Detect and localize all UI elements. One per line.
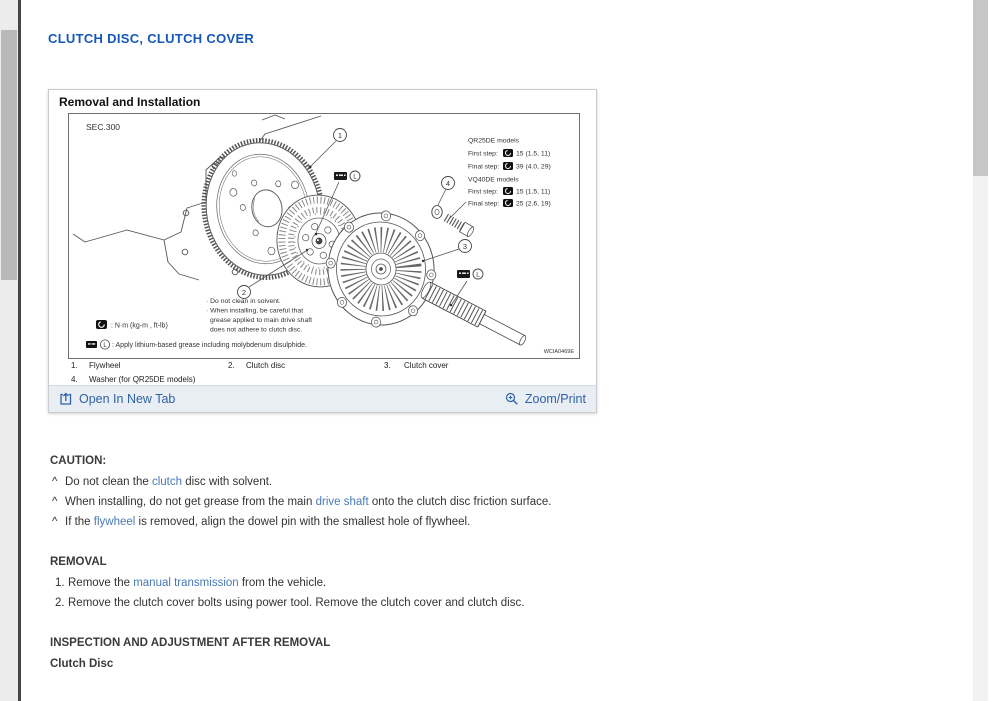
washer-drawing	[432, 206, 442, 219]
svg-text:First step:: First step:	[468, 188, 498, 196]
step-text: from the vehicle.	[238, 577, 327, 589]
step-text: Remove the	[68, 577, 134, 589]
caution-text: If the	[65, 516, 94, 528]
caution-bullet: ^	[52, 516, 58, 528]
callout-4	[438, 177, 455, 206]
open-in-new-tab-label: Open In New Tab	[79, 392, 176, 406]
caution-text: onto the clutch disc friction surface.	[368, 496, 552, 508]
svg-text:First step:: First step:	[468, 150, 498, 158]
link-manual-transmission[interactable]: manual transmission	[133, 577, 239, 589]
figure-toolbar	[49, 385, 596, 412]
svg-text:· When installing, be careful: · When installing, be careful that	[206, 307, 304, 315]
caution-text: Do not clean the	[65, 476, 152, 488]
part-name: Washer (for QR25DE models)	[89, 375, 196, 384]
removal-heading: REMOVAL	[50, 556, 107, 568]
svg-text:VQ40DE models: VQ40DE models	[468, 176, 519, 184]
svg-text:25 (2.6, 19): 25 (2.6, 19)	[516, 200, 551, 208]
svg-text:: Apply lithium-based grease i: : Apply lithium-based grease including molybdenum disulphide.	[112, 342, 307, 349]
part-num: 1.	[71, 361, 78, 370]
zoom-icon	[505, 392, 519, 406]
link-clutch[interactable]: clutch	[151, 476, 182, 488]
part-num: 4.	[71, 375, 78, 384]
callout-1	[309, 129, 347, 169]
figure-panel	[48, 89, 597, 413]
part-num: 2.	[228, 361, 235, 370]
clutch-diagram-svg	[69, 114, 579, 358]
step-text: Remove the clutch cover bolts using power tool. Remove the clutch cover and clutch disc.	[68, 597, 525, 609]
inspection-subheading: Clutch Disc	[50, 658, 114, 670]
svg-text:4: 4	[445, 178, 451, 188]
diagram-legend	[86, 320, 307, 349]
caution-item	[52, 516, 470, 528]
svg-text:Final step:: Final step:	[468, 200, 500, 208]
inspection-heading: INSPECTION AND ADJUSTMENT AFTER REMOVAL	[50, 637, 331, 649]
step-number: 1.	[55, 577, 65, 589]
svg-text:L: L	[103, 343, 107, 349]
removal-step	[55, 597, 524, 609]
right-scrollbar-thumb[interactable]	[973, 0, 988, 176]
svg-text:L: L	[353, 173, 357, 181]
torque-icon	[503, 149, 513, 157]
caution-text: When installing, do not get grease from the main	[65, 496, 316, 508]
bolt-leader-line	[450, 202, 466, 218]
svg-text:L: L	[476, 271, 480, 279]
removal-step	[55, 577, 326, 589]
open-in-new-tab-link[interactable]	[59, 392, 175, 406]
svg-text:15 (1.5, 11): 15 (1.5, 11)	[516, 150, 551, 158]
torque-spec-block	[468, 138, 551, 208]
torque-icon	[503, 162, 513, 170]
svg-text:15 (1.5, 11): 15 (1.5, 11)	[516, 188, 551, 196]
caution-text: disc with solvent.	[182, 476, 273, 488]
svg-text:does not adhere to clutch disc: does not adhere to clutch disc.	[210, 326, 303, 334]
caution-heading: CAUTION:	[50, 455, 107, 467]
caution-text: is removed, align the dowel pin with the smallest hole of flywheel.	[135, 516, 471, 528]
caution-item	[52, 476, 272, 488]
zoom-print-label: Zoom/Print	[524, 392, 586, 406]
part-name: Flywheel	[89, 361, 121, 370]
svg-text:: N·m (kg-m , ft-lb): : N·m (kg-m , ft-lb)	[111, 322, 168, 330]
clutch-diagram	[68, 113, 580, 359]
open-in-new-tab-icon	[59, 392, 73, 406]
diagram-notes	[206, 298, 312, 334]
sec-label: SEC.300	[86, 122, 121, 132]
left-scrollbar-thumb[interactable]	[1, 30, 17, 280]
svg-text:Final step:: Final step:	[468, 163, 500, 171]
torque-icon	[503, 199, 513, 207]
part-num: 3.	[384, 361, 391, 370]
svg-text:39 (4.0, 29): 39 (4.0, 29)	[516, 163, 551, 171]
svg-text:· Do not clean in solvent.: · Do not clean in solvent.	[206, 298, 281, 305]
torque-icon	[96, 320, 107, 329]
grease-icon	[86, 340, 110, 349]
caution-bullet: ^	[52, 476, 58, 488]
input-shaft-drawing	[419, 281, 529, 350]
part-name: Clutch disc	[246, 361, 286, 370]
caution-bullet: ^	[52, 496, 58, 508]
step-number: 2.	[55, 597, 65, 609]
panel-header: Removal and Installation	[59, 95, 201, 109]
svg-text:2: 2	[241, 287, 247, 297]
link-flywheel[interactable]: flywheel	[93, 516, 136, 528]
svg-text:QR25DE models: QR25DE models	[468, 137, 519, 145]
torque-icon	[503, 187, 513, 195]
svg-text:grease applied to main drive s: grease applied to main drive shaft	[210, 317, 313, 324]
link-drive-shaft[interactable]: drive shaft	[315, 496, 369, 508]
figure-watermark: WCIA0469E	[543, 349, 574, 355]
page-title: CLUTCH DISC, CLUTCH COVER	[48, 31, 255, 46]
content-divider	[18, 0, 21, 701]
svg-text:1: 1	[337, 130, 343, 140]
svg-text:3: 3	[462, 241, 468, 251]
zoom-print-link[interactable]	[505, 392, 586, 406]
part-name: Clutch cover	[404, 361, 449, 370]
bolt-drawing	[443, 213, 475, 238]
caution-item	[52, 496, 551, 508]
